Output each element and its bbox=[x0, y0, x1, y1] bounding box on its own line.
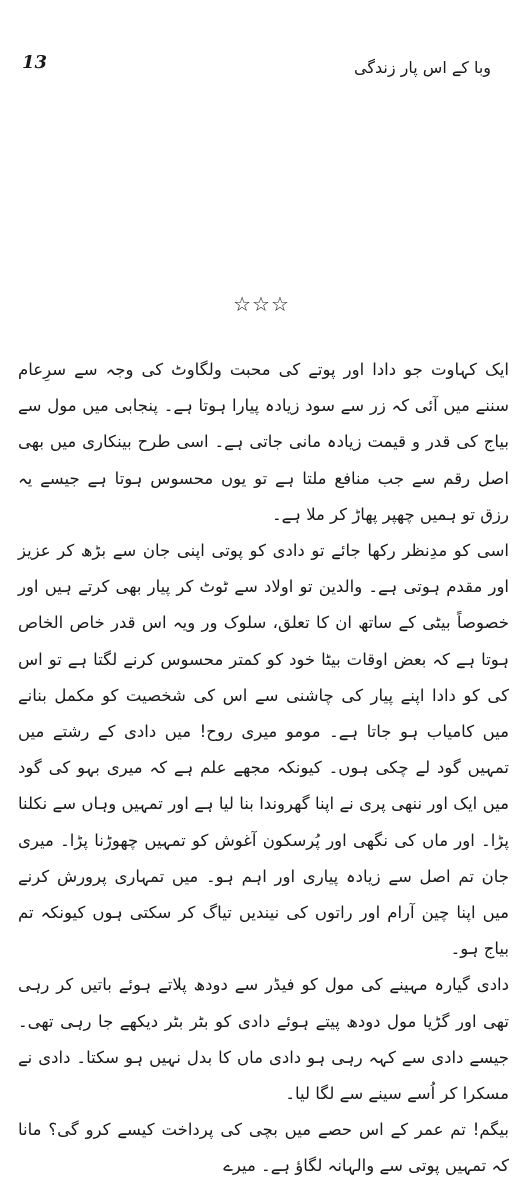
section-break-stars: ☆☆☆ bbox=[233, 292, 290, 316]
running-header-title: وبا کے اس پار زندگی bbox=[354, 58, 491, 77]
paragraph: بیگم! تم عمر کے اس حصے میں بچی کی پرداخت کیسے کرو گی؟ مانا کہ تمہیں پوتی سے والہانہ لگاؤ ہے۔ میرے bbox=[18, 1120, 509, 1176]
paragraph: اسی کو مدِنظر رکھا جائے تو دادی کو پوتی اپنی جان سے بڑھ کر عزیز اور مقدم ہوتی ہے۔ والدین تو اولاد سے ٹوٹ کر پیار بھی کرتے ہیں اور خصوصاً بیٹی کے ساتھ ان کا تعلق، سلوک ور ویہ اس قدر خاص الخاص ہوتا ہے کہ بعض اوقات بیٹا خود کو کمتر محسوس کرنے لگتا ہے تو اس کی کو دادا اپنے پیار کی چاشنی سے اس کی شخصیت کو مکمل بنانے میں کامیاب ہو جاتا ہے۔ مومو میری روح! میں دادی کے رشتے میں تمہیں گود لے چکی ہوں۔ کیونکہ مجھے علم ہے کہ میری بہو کی گود میں ایک اور ننھی پری نے اپنا گھروندا بنا لیا ہے اور تمہیں وہاں سے نکلنا پڑا۔ اور ماں کی نگھی اور پُرسکون آغوش کو تمہیں چھوڑنا پڑا۔ میری جان تم اصل سے زیادہ پیاری اور اہم ہو۔ میں تمہاری پرورش کرنے میں اپنا چین آرام اور راتوں کی نیندیں تیاگ کر سکتی ہوں کیونکہ تم بیاج ہو۔ bbox=[18, 541, 509, 959]
body-text bbox=[18, 352, 509, 1185]
page-number: 13 bbox=[22, 52, 48, 73]
paragraph: ایک کہاوت جو دادا اور پوتے کی محبت ولگاوٹ کی وجہ سے سرِعام سننے میں آئی کہ زر سے سود زیادہ پیارا ہوتا ہے۔ پنجابی میں مول سے بیاج کی قدر و قیمت زیادہ مانی جاتی ہے۔ اسی طرح بینکاری میں بھی اصل رقم سے جب منافع ملتا ہے تو یوں محسوس ہوتا ہے جیسے یہ رزق تو ہمیں چھپر پھاڑ کر ملا ہے۔ bbox=[18, 360, 509, 524]
paragraph: دادی گیارہ مہینے کی مول کو فیڈر سے دودھ پلاتے ہوئے باتیں کر رہی تھی اور گڑیا مول دودھ پیتے ہوئے دادی کو بٹر بٹر دیکھے جا رہی تھی۔ جیسے دادی سے کہہ رہی ہو دادی ماں کا بدل نہیں ہو سکتا۔ دادی نے مسکرا کر اُسے سینے سے لگا لیا۔ bbox=[18, 975, 509, 1104]
